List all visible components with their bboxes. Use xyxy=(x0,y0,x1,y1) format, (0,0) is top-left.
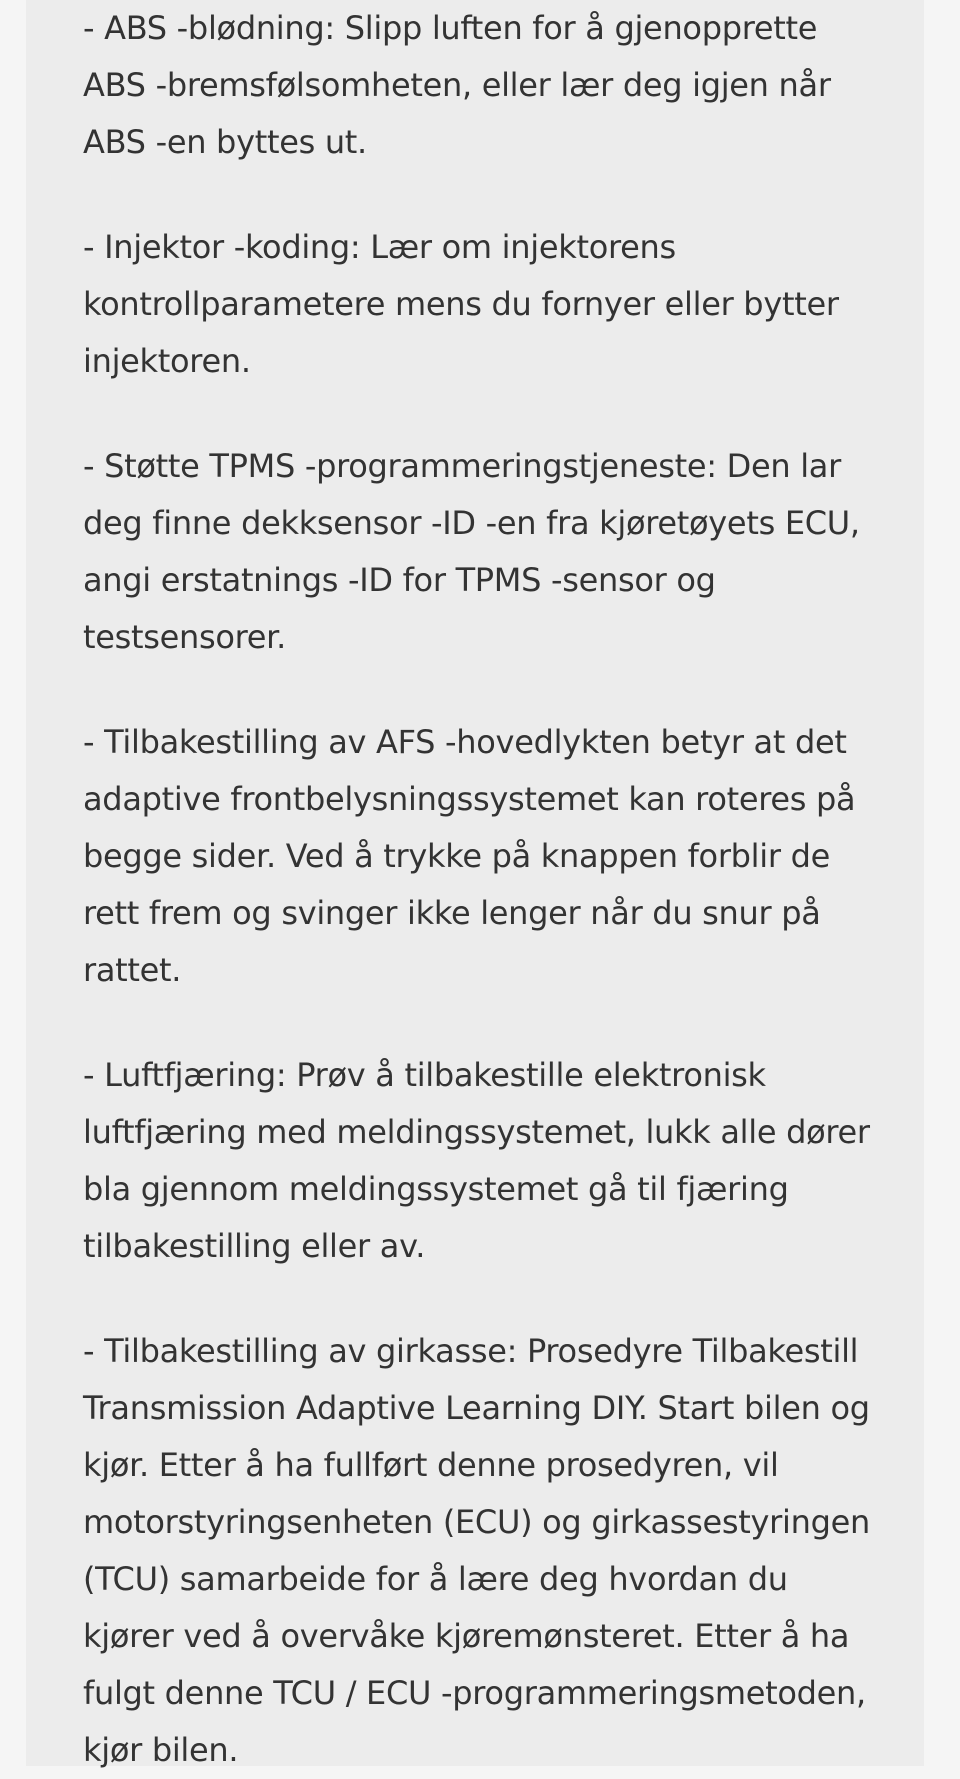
transmission-reset-paragraph: - Tilbakestilling av girkasse: Prosedyre Tilbakestill Transmission Adaptive Learning DIY. Start bilen og kjør. Etter å ha fullført denne prosedyren, vil motorstyringsenheten (ECU) og girkassestyringen (TCU) samarbeide for å lære deg hvordan du kjører ved å overvåke kjøremønsteret. Etter å ha fulgt denne TCU / ECU -programmeringsmetoden, kjør bilen. xyxy=(83,1332,870,1769)
content-panel xyxy=(26,0,924,1769)
feature-list xyxy=(83,0,903,1779)
tpms-programming-paragraph: - Støtte TPMS -programmeringstjeneste: Den lar deg finne dekksensor -ID -en fra kjøretøyets ECU, angi erstatnings -ID for TPMS -sensor og testsensorer. xyxy=(83,447,860,656)
air-suspension-paragraph: - Luftfjæring: Prøv å tilbakestille elektronisk luftfjæring med meldingssystemet, lukk alle dører bla gjennom meldingssystemet gå til fjæring tilbakestilling eller av. xyxy=(83,1056,870,1265)
afs-headlight-paragraph: - Tilbakestilling av AFS -hovedlykten betyr at det adaptive frontbelysningssystemet kan roteres på begge sider. Ved å trykke på knappen forblir de rett frem og svinger ikke lenger når du snur på rattet. xyxy=(83,723,856,989)
injector-coding-paragraph: - Injektor -koding: Lær om injektorens kontrollparametere mens du fornyer eller bytter injektoren. xyxy=(83,228,839,380)
abs-bleeding-paragraph: - ABS -blødning: Slipp luften for å gjenopprette ABS -bremsfølsomheten, eller lær deg igjen når ABS -en byttes ut. xyxy=(83,9,831,161)
